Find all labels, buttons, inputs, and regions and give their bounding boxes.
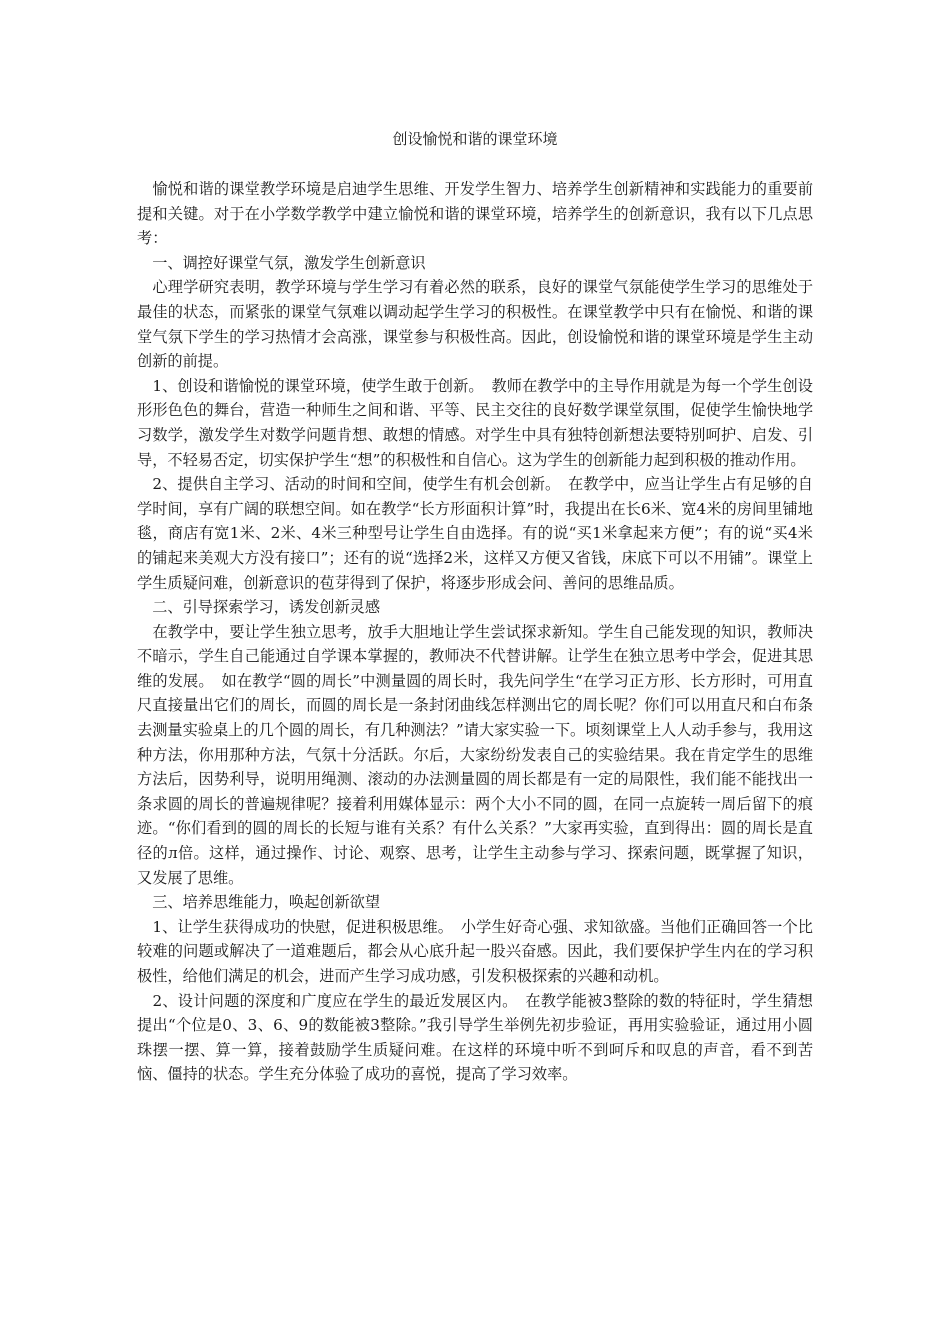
section-2-paragraph: 在教学中，要让学生独立思考，放手大胆地让学生尝试探求新知。学生自己能发现的知识，教师决不暗示，学生自己能通过自学课本掌握的，教师决不代替讲解。让学生在独立思考中学会，促进其思维的发展。 如在教学“圆的周长”中测量圆的周长时，我先问学生“在学习正方形、长方形时，可用直尺直接量出它们的周长，而圆的周长是一条封闭曲线怎样测出它的周长呢？你们可以用直尺和白布条去测量实验桌上的几个圆的周长，有几种测法？”请大家实验一下。顷刻课堂上人人动手参与，我用这种方法，你用那种方法，气氛十分活跃。尔后，大家纷纷发表自己的实验结果。我在肯定学生的思维方法后，因势利导，说明用绳测、滚动的办法测量圆的周长都是有一定的局限性，我们能不能找出一条求圆的周长的普遍规律呢？接着利用媒体显示：两个大小不同的圆，在同一点旋转一周后留下的痕迹。“你们看到的圆的周长的长短与谁有关系？有什么关系？”大家再实验，直到得出：圆的周长是直径的л倍。这样，通过操作、讨论、观察、思考，让学生主动参与学习、探索问题，既掌握了知识，又发展了思维。 <box>137 622 814 887</box>
section-1-point-2: 2、提供自主学习、活动的时间和空间，使学生有机会创新。 在教学中，应当让学生占有足够的自学时间，享有广阔的联想空间。如在教学“长方形面积计算”时，我提出在长6米、宽4米的房间里铺地毯，商店有宽1米、2米、4米三种型号让学生自由选择。有的说“买1米拿起来方便”；有的说“买4米的铺起来美观大方没有接口”；还有的说“选择2米，这样又方便又省钱，床底下可以不用铺”。课堂上学生质疑问难，创新意识的苞芽得到了保护，将逐步形成会问、善问的思维品质。 <box>137 475 813 592</box>
section-3-point-1: 1、让学生获得成功的快慰，促进积极思维。 小学生好奇心强、求知欲盛。当他们正确回答一个比较难的问题或解决了一道难题后，都会从心底升起一股兴奋感。因此，我们要保护学生内在的学习积极性，给他们满足的机会，进而产生学习成功感，引发积极探索的兴趣和动机。 <box>137 917 813 985</box>
section-heading-2: 二、引导探索学习，诱发创新灵感 <box>137 598 380 617</box>
intro-paragraph: 愉悦和谐的课堂教学环境是启迪学生思维、开发学生智力、培养学生创新精神和实践能力的重要前提和关键。对于在小学数学教学中建立愉悦和谐的课堂环境，培养学生的创新意识，我有以下几点思考： <box>137 180 813 248</box>
section-1-point-1: 1、创设和谐愉悦的课堂环境，使学生敢于创新。 教师在教学中的主导作用就是为每一个学生创设形形色色的舞台，营造一种师生之间和谐、平等、民主交往的良好数学课堂氛围，促使学生愉快地学习数学，激发学生对数学问题肯想、敢想的情感。对学生中具有独特创新想法要特别呵护、启发、引导，不轻易否定，切实保护学生“想”的积极性和自信心。这为学生的创新能力起到积极的推动作用。 <box>137 376 813 469</box>
section-1-paragraph: 心理学研究表明，教学环境与学生学习有着必然的联系，良好的课堂气氛能使学生学习的思维处于最佳的状态，而紧张的课堂气氛难以调动起学生学习的积极性。在课堂教学中只有在愉悦、和谐的课堂气氛下学生的学习热情才会高涨，课堂参与积极性高。因此，创设愉悦和谐的课堂环境是学生主动创新的前提。 <box>137 278 813 371</box>
section-heading-1: 一、调控好课堂气氛，激发学生创新意识 <box>137 253 426 272</box>
document-body <box>137 177 813 1087</box>
document-title: 创设愉悦和谐的课堂环境 <box>392 130 558 148</box>
section-3-point-2: 2、设计问题的深度和广度应在学生的最近发展区内。 在教学能被3整除的数的特征时，学生猜想提出“个位是0、3、6、9的数能被3整除。”我引导学生举例先初步验证，再用实验验证，通过用小圆珠摆一摆、算一算，接着鼓励学生质疑问难。在这样的环境中听不到呵斥和叹息的声音，看不到苦恼、僵持的状态。学生充分体验了成功的喜悦，提高了学习效率。 <box>137 991 813 1084</box>
section-heading-3: 三、培养思维能力，唤起创新欲望 <box>137 893 380 912</box>
